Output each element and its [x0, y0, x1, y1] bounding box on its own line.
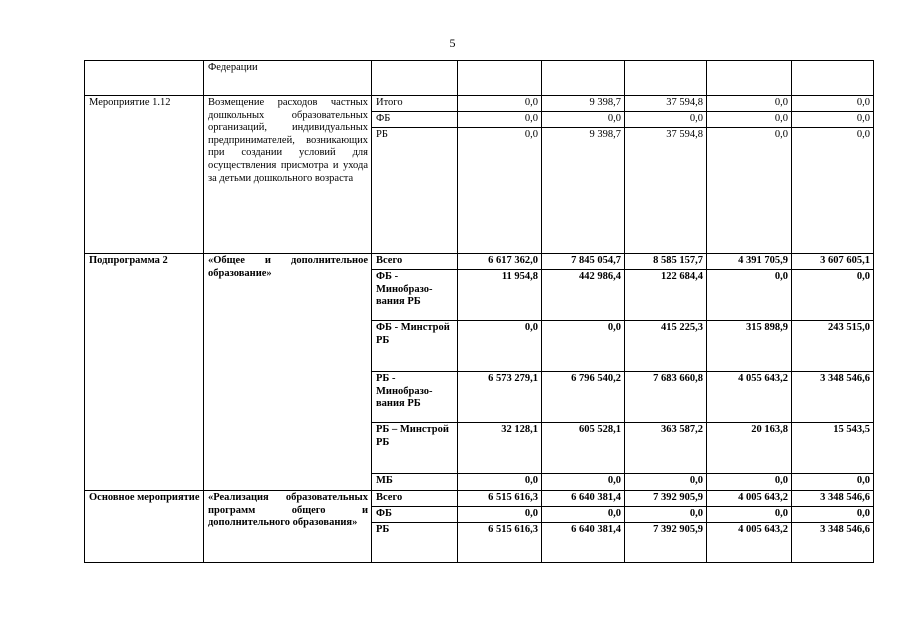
- budget-table: [84, 60, 874, 563]
- amount-year-5: 0,0: [792, 507, 874, 523]
- amount-year-4: 0,0: [707, 270, 792, 321]
- amount-year-5: 0,0: [792, 270, 874, 321]
- amount-year-2: 442 986,4: [542, 270, 625, 321]
- amount-year-3: 415 225,3: [625, 321, 707, 372]
- amount-year-3: 0,0: [625, 112, 707, 128]
- amount-year-2: 0,0: [542, 507, 625, 523]
- amount-year-1: 6 515 616,3: [458, 523, 542, 563]
- funding-source: РБ: [372, 128, 458, 254]
- amount-year-4: 315 898,9: [707, 321, 792, 372]
- amount-year-5: 3 348 546,6: [792, 491, 874, 507]
- amount-year-5: 0,0: [792, 96, 874, 112]
- amount-year-5: 3 607 605,1: [792, 254, 874, 270]
- empty-cell: [372, 61, 458, 96]
- amount-year-5: 15 543,5: [792, 423, 874, 474]
- funding-source: Всего: [372, 254, 458, 270]
- amount-year-2: 6 640 381,4: [542, 523, 625, 563]
- amount-year-1: 0,0: [458, 321, 542, 372]
- amount-year-4: 0,0: [707, 112, 792, 128]
- amount-year-2: 605 528,1: [542, 423, 625, 474]
- amount-year-1: 32 128,1: [458, 423, 542, 474]
- amount-year-5: 0,0: [792, 112, 874, 128]
- amount-year-4: 4 055 643,2: [707, 372, 792, 423]
- table-body: [85, 61, 874, 563]
- amount-year-3: 37 594,8: [625, 128, 707, 254]
- amount-year-4: 4 391 705,9: [707, 254, 792, 270]
- amount-year-1: 6 617 362,0: [458, 254, 542, 270]
- empty-cell: [542, 61, 625, 96]
- page-number: 5: [449, 36, 456, 50]
- amount-year-5: 243 515,0: [792, 321, 874, 372]
- continuation-name-cell: [85, 61, 204, 96]
- amount-year-3: 122 684,4: [625, 270, 707, 321]
- amount-year-2: 6 796 540,2: [542, 372, 625, 423]
- amount-year-4: 0,0: [707, 128, 792, 254]
- empty-cell: [792, 61, 874, 96]
- main-measure-name: Основное мероприятие: [85, 491, 204, 563]
- amount-year-5: 0,0: [792, 128, 874, 254]
- funding-source: ФБ: [372, 507, 458, 523]
- amount-year-2: 0,0: [542, 321, 625, 372]
- amount-year-2: 6 640 381,4: [542, 491, 625, 507]
- amount-year-3: 7 683 660,8: [625, 372, 707, 423]
- amount-year-1: 0,0: [458, 474, 542, 491]
- funding-source: Итого: [372, 96, 458, 112]
- amount-year-1: 0,0: [458, 507, 542, 523]
- measure-1-12-row: [85, 96, 874, 112]
- measure-1-12-name: Мероприятие 1.12: [85, 96, 204, 254]
- amount-year-5: 3 348 546,6: [792, 523, 874, 563]
- amount-year-4: 4 005 643,2: [707, 523, 792, 563]
- amount-year-2: 0,0: [542, 112, 625, 128]
- funding-source: ФБ - Минобразо-вания РБ: [372, 270, 458, 321]
- empty-cell: [707, 61, 792, 96]
- funding-source: ФБ - Минстрой РБ: [372, 321, 458, 372]
- empty-cell: [625, 61, 707, 96]
- subprogram-2-row: [85, 254, 874, 270]
- amount-year-1: 0,0: [458, 128, 542, 254]
- amount-year-4: 0,0: [707, 507, 792, 523]
- amount-year-5: 3 348 546,6: [792, 372, 874, 423]
- amount-year-2: 7 845 054,7: [542, 254, 625, 270]
- funding-source: РБ - Минобразо-вания РБ: [372, 372, 458, 423]
- funding-source: Всего: [372, 491, 458, 507]
- funding-source: РБ – Минстрой РБ: [372, 423, 458, 474]
- amount-year-5: 0,0: [792, 474, 874, 491]
- amount-year-1: 0,0: [458, 96, 542, 112]
- amount-year-2: 9 398,7: [542, 128, 625, 254]
- subprogram-2-description: «Общее и дополнительное образование»: [204, 254, 372, 491]
- continuation-description: Федерации: [204, 61, 372, 96]
- funding-source: МБ: [372, 474, 458, 491]
- funding-source: ФБ: [372, 112, 458, 128]
- amount-year-3: 0,0: [625, 474, 707, 491]
- funding-source: РБ: [372, 523, 458, 563]
- subprogram-2-name: Подпрограмма 2: [85, 254, 204, 491]
- amount-year-3: 8 585 157,7: [625, 254, 707, 270]
- measure-1-12-description: Возмещение расходов частных дошкольных образовательных организаций, индивидуальных предпринимателей, возникающих при создании условий для осуществления присмотра и ухода за детьми дошкольного возраста: [204, 96, 372, 254]
- empty-cell: [458, 61, 542, 96]
- amount-year-1: 0,0: [458, 112, 542, 128]
- amount-year-3: 363 587,2: [625, 423, 707, 474]
- amount-year-1: 6 515 616,3: [458, 491, 542, 507]
- amount-year-1: 6 573 279,1: [458, 372, 542, 423]
- amount-year-3: 7 392 905,9: [625, 491, 707, 507]
- amount-year-2: 0,0: [542, 474, 625, 491]
- amount-year-3: 0,0: [625, 507, 707, 523]
- amount-year-2: 9 398,7: [542, 96, 625, 112]
- amount-year-3: 7 392 905,9: [625, 523, 707, 563]
- continuation-row: [85, 61, 874, 96]
- amount-year-4: 0,0: [707, 96, 792, 112]
- amount-year-4: 20 163,8: [707, 423, 792, 474]
- amount-year-4: 0,0: [707, 474, 792, 491]
- amount-year-3: 37 594,8: [625, 96, 707, 112]
- main-measure-row: [85, 491, 874, 507]
- main-measure-description: «Реализация образовательных программ общего и дополнительного образования»: [204, 491, 372, 563]
- amount-year-4: 4 005 643,2: [707, 491, 792, 507]
- amount-year-1: 11 954,8: [458, 270, 542, 321]
